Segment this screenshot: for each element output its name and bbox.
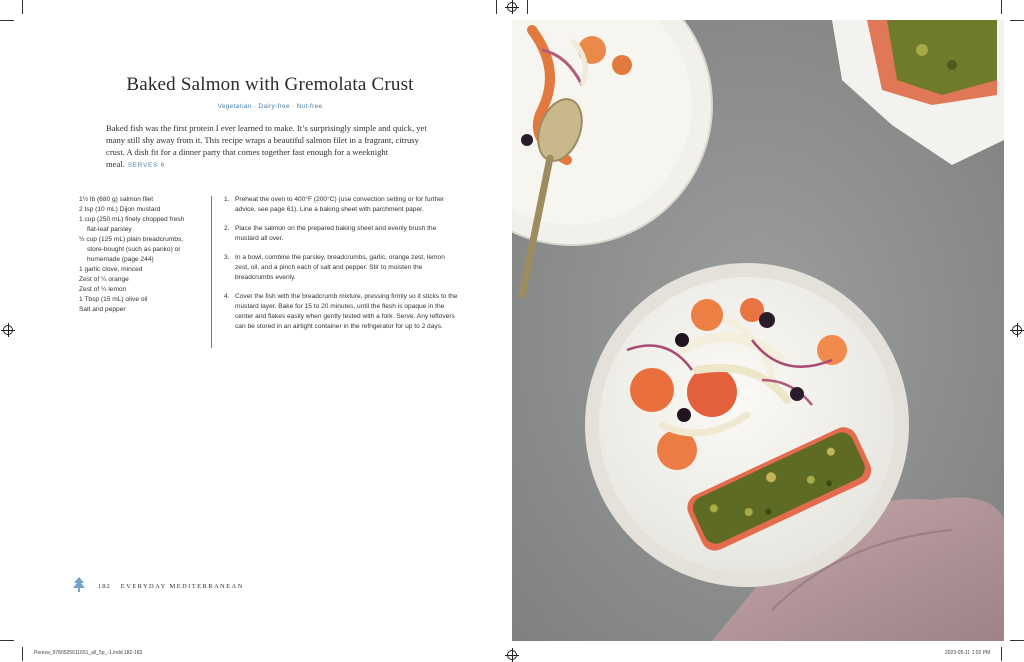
step-item — [224, 224, 460, 244]
step-text: Place the salmon on the prepared baking sheet and evenly brush the mustard all over. — [235, 225, 437, 242]
ingredient-item — [79, 285, 209, 295]
ingredient-list — [79, 195, 209, 315]
running-footer-title: EVERYDAY MEDITERRANEAN — [120, 583, 244, 590]
ingredient-text: 1 Tbsp (15 mL) olive oil — [79, 296, 148, 303]
ingredient-item — [79, 215, 209, 235]
diet-tags: Vegetarian · Dairy-free · Nut-free — [217, 103, 323, 110]
food-photo — [512, 20, 1004, 641]
food-photo-illustration — [512, 20, 1004, 641]
ingredient-item — [79, 295, 209, 305]
ingredient-item — [79, 265, 209, 275]
serves-label: SERVES 6 — [127, 163, 166, 169]
step-text: In a bowl, combine the parsley, breadcrumbs, garlic, orange zest, lemon zest, oil, and a pinch each of salt and pepper. Stir to moisten the breadcrumbs evenly. — [235, 254, 445, 281]
ingredient-text: 1½ lb (680 g) salmon filet — [79, 196, 154, 203]
ingredient-text-cont: store-bought (such as panko) or homemade (page 244) — [87, 246, 181, 263]
ingredient-text: Zest of ¼ lemon — [79, 286, 127, 293]
ingredient-item — [79, 195, 209, 205]
ingredient-text: 1 cup (250 mL) finely chopped fresh — [79, 216, 185, 223]
step-item — [224, 253, 460, 283]
step-number: 2. — [224, 225, 230, 232]
method-steps — [224, 195, 460, 341]
step-number: 1. — [224, 196, 230, 203]
step-item — [224, 292, 460, 332]
page-number: 182 — [98, 583, 111, 590]
print-slug-right: 2023-05-11 1:02 PM — [945, 650, 991, 656]
ingredient-text: Zest of ¼ orange — [79, 276, 129, 283]
step-number: 3. — [224, 254, 230, 261]
ingredient-text-cont: flat-leaf parsley — [87, 226, 132, 233]
step-item — [224, 195, 460, 215]
intro-text: Baked fish was the first protein I ever learned to make. It’s surprisingly simple and quick, yet many still shy away from it. This recipe wraps a beautiful salmon filet in a fragrant, citrusy crust. A dish fit for a dinner party that comes together fast enough for a weeknight meal. — [106, 123, 427, 169]
step-number: 4. — [224, 293, 230, 300]
tree-icon — [73, 577, 85, 593]
ingredient-text: Salt and pepper — [79, 306, 126, 313]
ingredient-text: 1 garlic clove, minced — [79, 266, 143, 273]
step-text: Preheat the oven to 400°F (200°C) (use convection setting or for further advice, see page 61). Line a baking sheet with parchment paper. — [235, 196, 445, 213]
ingredient-text: 2 tsp (10 mL) Dijon mustard — [79, 206, 161, 213]
ingredient-item — [79, 235, 209, 265]
print-slug-left: Pereva_9780525611651_all_5p_-1.indd 182-183 — [34, 650, 143, 656]
recipe-title: Baked Salmon with Gremolata Crust — [126, 74, 414, 95]
ingredient-item — [79, 205, 209, 215]
ingredient-text: ½ cup (125 mL) plain breadcrumbs, — [79, 236, 184, 243]
ingredient-item — [79, 305, 209, 315]
folio — [98, 583, 244, 590]
column-divider — [211, 196, 212, 348]
recipe-intro — [106, 122, 438, 172]
step-text: Cover the fish with the breadcrumb mixture, pressing firmly so it sticks to the mustard layer. Bake for 15 to 20 minutes, until the flesh is opaque in the center and flakes easily when gently tested with a fork. Serve. Any leftovers can be stored in an airtight container in the refrigerator for up to 2 days. — [235, 293, 458, 330]
ingredient-item — [79, 275, 209, 285]
